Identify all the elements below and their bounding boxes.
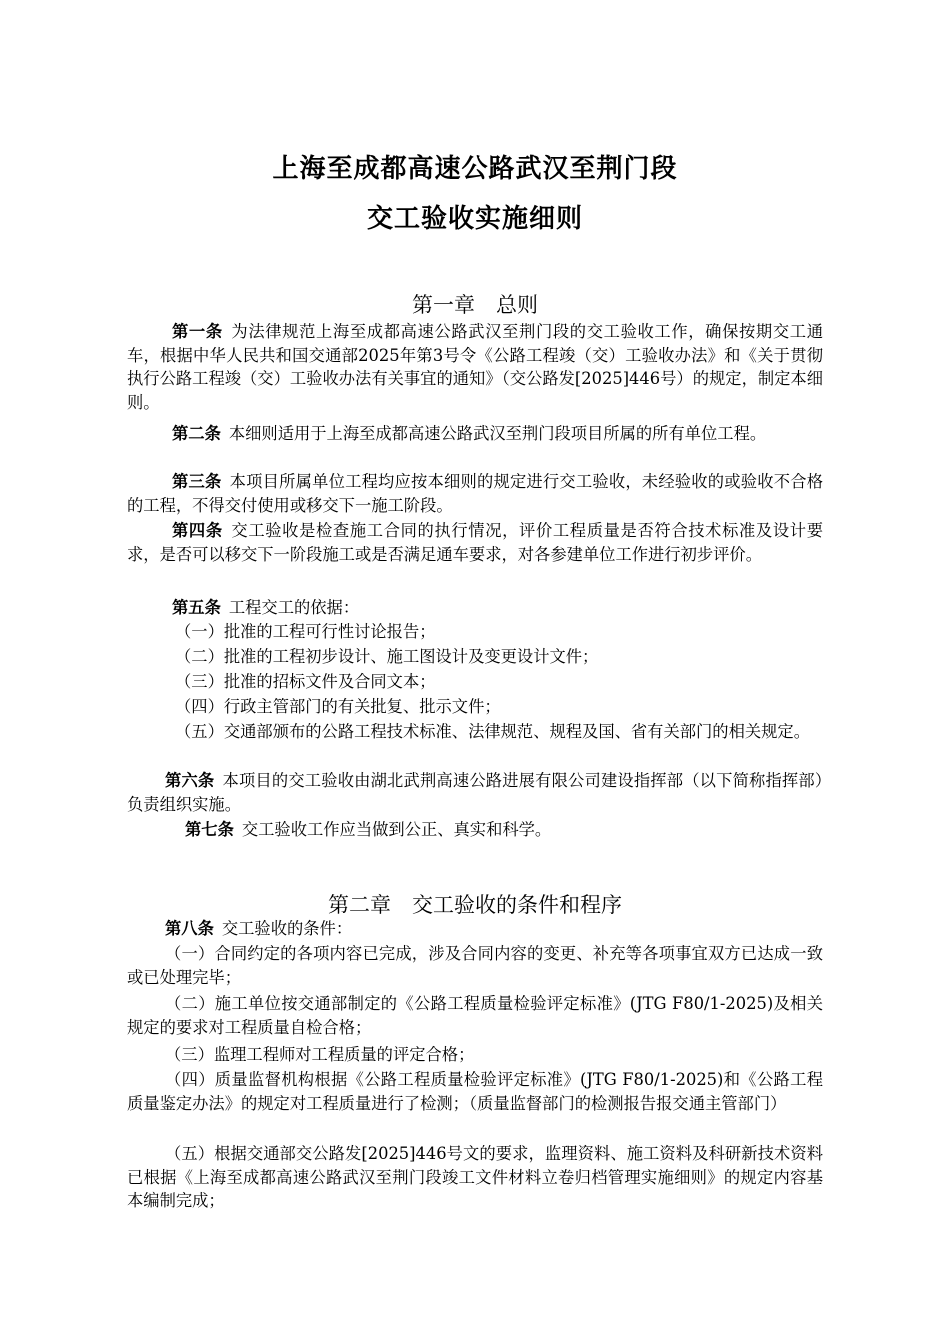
article-8-text: 交工验收的条件：	[221, 919, 353, 938]
article-5-text: 工程交工的依据：	[228, 598, 360, 617]
article-2	[127, 422, 823, 446]
basis-item-1: （一）批准的工程可行性讨论报告；	[175, 622, 436, 641]
article-2-head: 第二条	[172, 424, 221, 443]
article-7-head: 第七条	[185, 820, 234, 839]
article-5	[127, 596, 823, 620]
article-6-text: 本项目的交工验收由湖北武荆高速公路进展有限公司建设指挥部（以下简称指挥部）负责组织实施。	[127, 771, 823, 814]
article-6	[127, 769, 823, 816]
basis-item-2: （二）批准的工程初步设计、施工图设计及变更设计文件；	[175, 647, 599, 666]
article-4-head: 第四条	[172, 521, 223, 540]
article-3-text: 本项目所属单位工程均应按本细则的规定进行交工验收，未经验收的或验收不合格的工程，不得交付使用或移交下一施工阶段。	[127, 472, 823, 515]
article-4-text: 交工验收是检查施工合同的执行情况，评价工程质量是否符合技术标准及设计要求，是否可以移交下一阶段施工或是否满足通车要求，对各参建单位工作进行初步评价。	[127, 521, 823, 564]
article-7-text: 交工验收工作应当做到公正、真实和科学。	[241, 820, 552, 839]
chapter1-heading: 第一章 总则	[412, 293, 538, 317]
basis-item-5: （五）交通部颁布的公路工程技术标准、法律规范、规程及国、省有关部门的相关规定。	[175, 722, 810, 741]
basis-item-3: （三）批准的招标文件及合同文本；	[175, 672, 436, 691]
article-7	[127, 818, 823, 842]
condition-item-1: （一）合同约定的各项内容已完成，涉及合同内容的变更、补充等各项事宜双方已达成一致或已处理完毕；	[127, 944, 823, 987]
basis-item-4: （四）行政主管部门的有关批复、批示文件；	[175, 697, 501, 716]
article-3	[127, 470, 823, 517]
document-title-line2: 交工验收实施细则	[366, 204, 583, 234]
document-title-line1: 上海至成都高速公路武汉至荆门段	[272, 154, 678, 184]
article-1-text: 为法律规范上海至成都高速公路武汉至荆门段的交工验收工作，确保按期交工通车，根据中华人民共和国交通部2025年第3号令《公路工程竣（交）工验收办法》和《关于贯彻执行公路工程竣（交）工验收办法有关事宜的通知》（交公路发[2025]446号）的规定，制定本细则。	[127, 322, 823, 412]
article-1-head: 第一条	[172, 322, 223, 341]
article-1	[127, 320, 823, 414]
chapter2-heading: 第二章 交工验收的条件和程序	[328, 893, 622, 917]
condition-item-5: （五）根据交通部交公路发[2025]446号文的要求，监理资料、施工资料及科研新技术资料已根据《上海至成都高速公路武汉至荆门段竣工文件材料立卷归档管理实施细则》的规定内容基本编制完成；	[127, 1144, 823, 1211]
article-8-head: 第八条	[165, 919, 214, 938]
article-3-head: 第三条	[172, 472, 222, 491]
condition-item-3: （三）监理工程师对工程质量的评定合格；	[165, 1045, 475, 1064]
article-2-text: 本细则适用于上海至成都高速公路武汉至荆门段项目所属的所有单位工程。	[228, 424, 767, 443]
article-4	[127, 519, 823, 566]
condition-item-4: （四）质量监督机构根据《公路工程质量检验评定标准》(JTG F80/1-2025)和《公路工程质量鉴定办法》的规定对工程质量进行了检测；（质量监督部门的检测报告报交通主管部门）	[127, 1070, 823, 1113]
article-6-head: 第六条	[165, 771, 215, 790]
article-8	[127, 917, 823, 941]
article-5-head: 第五条	[172, 598, 221, 617]
condition-item-2: （二）施工单位按交通部制定的《公路工程质量检验评定标准》(JTG F80/1-2025)及相关规定的要求对工程质量自检合格；	[127, 994, 823, 1037]
